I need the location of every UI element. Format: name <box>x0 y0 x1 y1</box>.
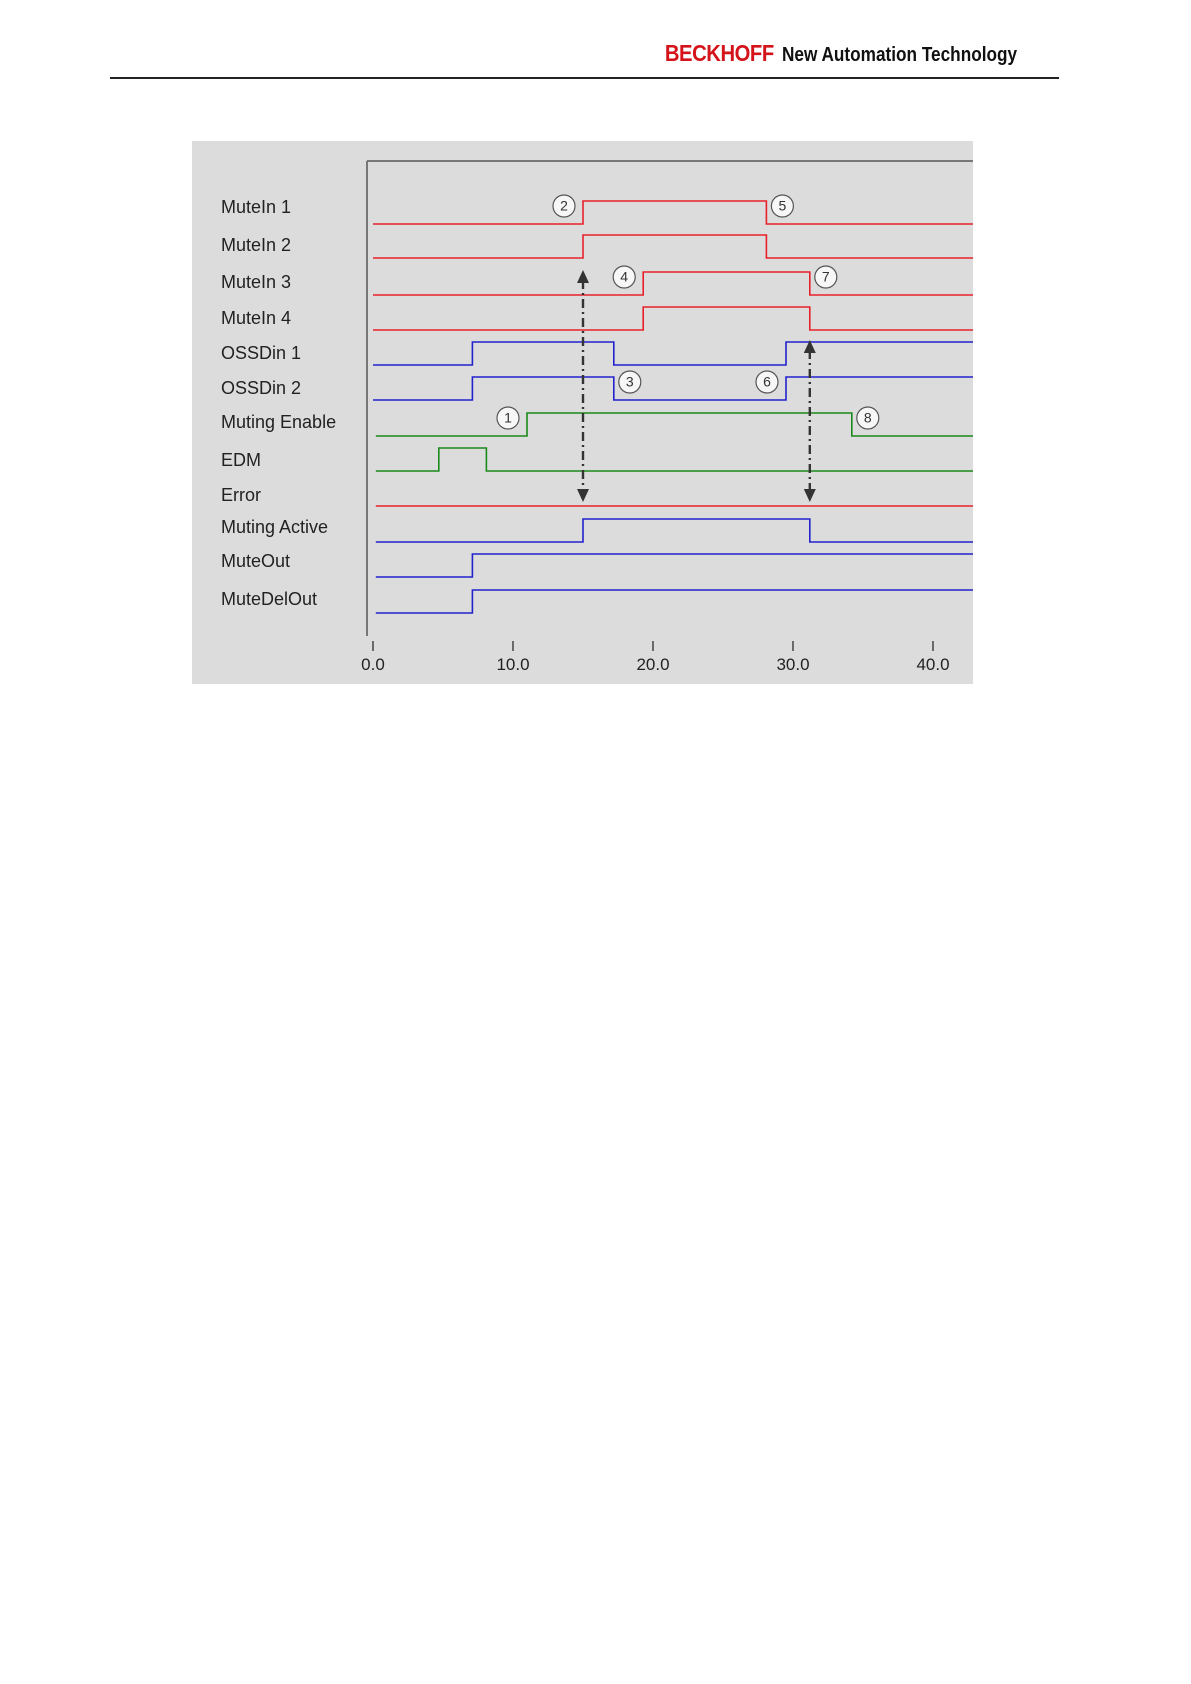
signal-label-muting-enable: Muting Enable <box>221 411 337 432</box>
x-tick-label: 40.0 <box>916 655 950 674</box>
signal-label-muting-active: Muting Active <box>221 516 329 537</box>
marker-label-6: 6 <box>763 373 771 390</box>
signal-label-error: Error <box>221 484 261 505</box>
signal-label-mutedelout: MuteDelOut <box>221 588 318 609</box>
x-tick-label: 0.0 <box>361 655 385 674</box>
page-header <box>0 0 1191 80</box>
signal-label-ossdin-1: OSSDin 1 <box>221 342 302 363</box>
signal-label-edm: EDM <box>221 449 261 470</box>
header-divider <box>110 77 1059 79</box>
brand-name: BECKHOFF <box>664 40 774 66</box>
x-tick-label: 20.0 <box>636 655 670 674</box>
marker-label-5: 5 <box>778 197 787 214</box>
marker-label-7: 7 <box>821 268 830 285</box>
marker-label-1: 1 <box>504 409 512 426</box>
signal-label-mutein-3: MuteIn 3 <box>221 271 292 292</box>
timing-diagram <box>192 141 973 684</box>
signal-label-mutein-4: MuteIn 4 <box>221 307 292 328</box>
x-tick-label: 10.0 <box>496 655 530 674</box>
marker-label-4: 4 <box>620 268 629 285</box>
x-tick-label: 30.0 <box>776 655 810 674</box>
signal-label-mutein-1: MuteIn 1 <box>221 196 292 217</box>
marker-label-3: 3 <box>625 373 634 390</box>
brand-tagline: New Automation Technology <box>781 44 1017 66</box>
brand-logo <box>650 40 1055 67</box>
signal-label-muteout: MuteOut <box>221 550 291 571</box>
marker-label-8: 8 <box>863 409 872 426</box>
marker-label-2: 2 <box>560 197 568 214</box>
signal-label-ossdin-2: OSSDin 2 <box>221 377 302 398</box>
signal-label-mutein-2: MuteIn 2 <box>221 234 292 255</box>
timing-diagram-svg <box>192 141 973 684</box>
